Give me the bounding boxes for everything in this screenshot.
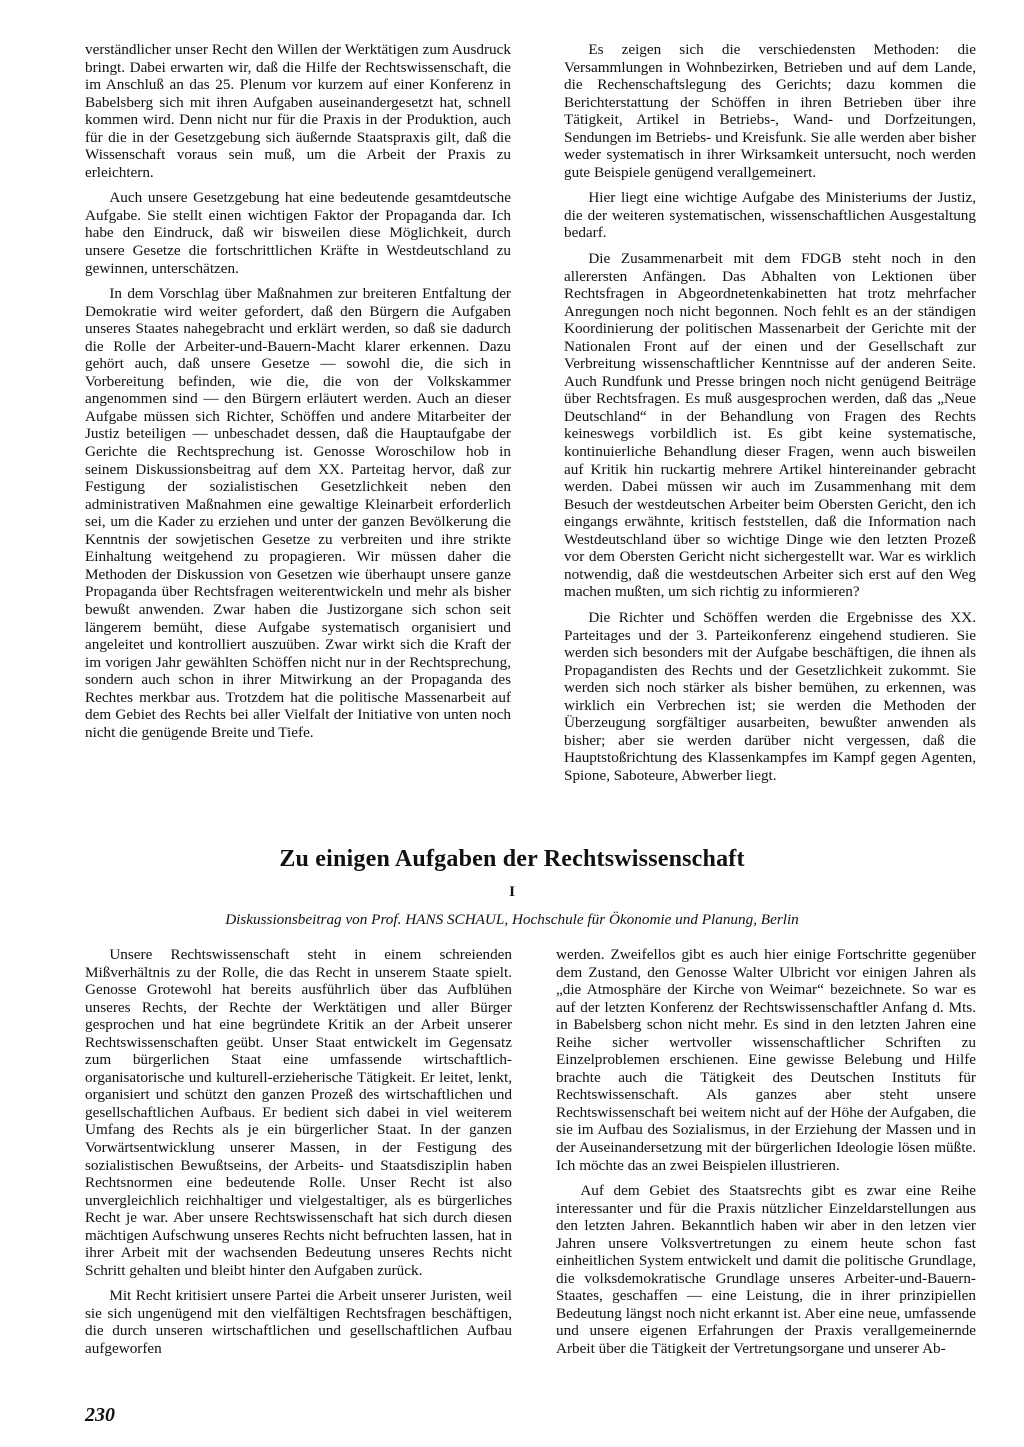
- paragraph: verständlicher unser Recht den Willen der Werktätigen zum Ausdruck bringt. Dabei erwarten wir, daß die Hilfe der Rechtswissenschaft, die im Anschluß an das 25. Plenum vor kurzem auf einer Konferenz in Babelsberg sich mit ihren Aufgaben auseinandergesetzt hat, schnell kommen wird. Denn nicht nur für die Praxis in der Produktion, auch für die in der Gesetzgebung sich äußernde Staatspraxis gilt, daß die Wissenschaft voraus sein muß, um die Arbeit der Praxis zu erleichtern.: [85, 41, 511, 181]
- byline: Diskussionsbeitrag von Prof. HANS SCHAUL, Hochschule für Ökonomie und Planung, Berlin: [225, 911, 799, 928]
- article-title: Zu einigen Aufgaben der Rechtswissenschaft: [279, 846, 745, 872]
- paragraph: In dem Vorschlag über Maßnahmen zur breiteren Entfaltung der Demokratie wird weiter gefordert, daß den Bürgern die Aufgaben unseres Staates nahegebracht und erklärt werden, so daß sie dadurch die Rolle der Arbeiter-und-Bauern-Macht klarer erkennen. Dazu gehört auch, daß unsere Gesetze — sowohl die, die sich in Vorbereitung befinden, wie die, die von der Volkskammer angenommen sind — den Bürgern erläutert werden. Auch an dieser Aufgabe müssen sich Richter, Schöffen und andere Mitarbeiter der Justiz beteiligen — unbeschadet dessen, daß die Hauptaufgabe der Gerichte die Rechtsprechung ist. Genosse Woroschilow hob in seinem Diskussionsbeitrag auf dem XX. Parteitag hervor, daß zur Festigung der sozialistischen Gesetzlichkeit neben den administrativen Maßnahmen eine gewaltige Kleinarbeit erforderlich sei, um die Kader zu erziehen und unter der ganzen Bevölkerung die Kenntnis der sowjetischen Gesetze zu verbreiten und ihre strikte Einhaltung weitgehend zu propagieren. Wir müssen daher die Methoden der Diskussion von Gesetzen wie überhaupt unsere ganze Propaganda über Rechtsfragen weiterentwickeln und mehr als bisher bewußt anwenden. Zwar haben die Justizorgane sich schon seit längerem bemüht, diese Aufgabe systematisch organisiert und angeleitet und kontrolliert auszuüben. Zwar wirkt sich die Kraft der im vorigen Jahr gewählten Schöffen nicht nur in der Rechtsprechung, sondern auch schon in ihrer Mitwirkung an der Propaganda des Rechtes merkbar aus. Trotzdem hat die politische Massenarbeit auf dem Gebiet des Rechts bei aller Vielfalt der Initiative von unten noch nicht die genügende Breite und Tiefe.: [85, 285, 511, 741]
- paragraph: Hier liegt eine wichtige Aufgabe des Ministeriums der Justiz, die der weiteren systematischen, wissenschaftlichen Ausgestaltung bedarf.: [564, 189, 976, 242]
- paragraph: Auf dem Gebiet des Staatsrechts gibt es zwar eine Reihe interessanter und für die Praxis nützlicher Einzeldarstellungen aus den letzten Jahren. Bekanntlich haben wir aber in den letzen vier Jahren unsere Volksvertretungen zu einem heute schon fast einheitlichen System entwickelt und damit die politische Grundlage, die volksdemokratische Grundlage unseres Arbeiter-und-Bauern-Staates, geschaffen — eine Leistung, die in ihrer prinzipiellen Bedeutung längst noch nicht erkannt ist. Aber eine neue, umfassende und unsere eigenen Erfahrungen der Praxis verallgemeinernde Arbeit über die Tätigkeit der Vertretungsorgane und unserer Ab-: [556, 1182, 976, 1358]
- column-top-left: [85, 41, 511, 741]
- column-bottom-left: [85, 946, 512, 1358]
- paragraph: werden. Zweifellos gibt es auch hier einige Fortschritte gegenüber dem Zustand, den Genosse Walter Ulbricht vor einigen Jahren als „die Atmosphäre der Kirche von Weimar“ bezeichnete. So war es auf der letzten Konferenz der Rechtswissenschaftler Anfang d. Mts. in Babelsberg schon nicht mehr. Es sind in den letzten Jahren eine Reihe sicher wertvoller wissenschaftlicher Schriften zu Einzelproblemen erschienen. Eine gewisse Belebung und Hilfe brachte auch die Tätigkeit des Deutschen Instituts für Rechtswissenschaft. Als ganzes aber steht unsere Rechtswissenschaft bei weitem nicht auf der Höhe der Aufgaben, die sie im Aufbau des Sozialismus, in der Erziehung der Massen und in der Auseinandersetzung mit der bürgerlichen Ideologie lösen müßte. Ich möchte das an zwei Beispielen illustrieren.: [556, 946, 976, 1174]
- page-number: 230: [85, 1404, 115, 1426]
- column-top-right: [564, 41, 976, 784]
- paragraph: Es zeigen sich die verschiedensten Methoden: die Versammlungen in Wohnbezirken, Betrieben und auf dem Lande, die Rechenschaftslegung des Gerichts; dazu kommen die Berichterstattung der Schöffen in ihren Betrieben über ihre Tätigkeit, Artikel in Betriebs-, Wand- und Dorfzeitungen, Sendungen im Betriebs- und Kreisfunk. Sie alle werden aber bisher weder systematisch in ihrer Wirksamkeit untersucht, noch werden gute Beispiele genügend verallgemeinert.: [564, 41, 976, 181]
- paragraph: Die Zusammenarbeit mit dem FDGB steht noch in den allerersten Anfängen. Das Abhalten von Lektionen über Rechtsfragen in Abgeordnetenkabinetten hat trotz mehrfacher Anregungen noch nicht begonnen. Noch fehlt es an der ständigen Koordinierung der politischen Massenarbeit der Gerichte mit der Nationalen Front auf der einen und der Gesellschaft zur Verbreitung wissenschaftlicher Kenntnisse auf der anderen Seite. Auch Rundfunk und Presse bringen noch nicht genügend Beiträge über Rechtsfragen. Es muß ausgesprochen werden, daß das „Neue Deutschland“ in der Behandlung von Fragen des Rechts keineswegs vorbildlich ist. Es gibt keine systematische, kontinuierliche Behandlung dieser Fragen, wenn auch bisweilen auf Kritik hin ruckartig mehrere Artikel hintereinander gebracht werden. Dabei müssen wir auch im Zusammenhang mit dem Besuch der westdeutschen Arbeiter beim Obersten Gericht, den ich eingangs erwähnte, kritisch feststellen, daß die Information nach Westdeutschland über so wichtige Dinge wie den letzten Prozeß vor dem Obersten Gericht nicht sichergestellt war. War es wirklich notwendig, daß die westdeutschen Arbeiter sich erst auf den Weg machen mußten, um sich richtig zu informieren?: [564, 250, 976, 601]
- paragraph: Auch unsere Gesetzgebung hat eine bedeutende gesamtdeutsche Aufgabe. Sie stellt einen wichtigen Faktor der Propaganda dar. Ich habe den Eindruck, daß wir bisweilen diese Möglichkeit, durch unsere Gesetze die fortschrittlichen Kräfte in Westdeutschland zu gewinnen, unterschätzen.: [85, 189, 511, 277]
- paragraph: Unsere Rechtswissenschaft steht in einem schreienden Mißverhältnis zu der Rolle, die das Recht in unserem Staate spielt. Genosse Grotewohl hat bereits ausführlich über das Aufblühen unseres Rechts, der Rechte der Werktätigen und aller Bürger gesprochen und hat eine begründete Kritik an der Arbeit unserer Rechtswissenschaften geübt. Unser Staat entwickelt im Gegensatz zum bürgerlichen Staat eine umfassende wirtschaftlich-organisatorische und kulturell-erzieherische Tätigkeit. Er leitet, lenkt, organisiert und schützt den ganzen Prozeß des wirtschaftlichen und gesellschaftlichen Aufbaus. Er bedient sich dabei in viel weiterem Umfang des Rechts als je ein bürgerlicher Staat. In der ganzen Vorwärtsentwicklung unserer Massen, in der Festigung des sozialistischen Bewußtseins, der Arbeits- und Staatsdisziplin haben Rechtsnormen eine bedeutende Rolle. Unser Recht ist also unvergleichlich reichhaltiger und vielgestaltiger, als es bürgerliches Recht je war. Aber unsere Rechtswissenschaft hat sich durch diesen mächtigen Aufschwung unseres Rechts nicht befruchten lassen, hat in ihrer Arbeit mit der wachsenden Bedeutung unseres Rechts nicht Schritt gehalten und bleibt hinter den Aufgaben zurück.: [85, 946, 512, 1279]
- paragraph: Die Richter und Schöffen werden die Ergebnisse des XX. Parteitages und der 3. Parteikonferenz eingehend studieren. Sie werden sich besonders mit der Aufgabe beschäftigen, die ihnen als Propagandisten des Rechts und der Gesetzlichkeit zukommt. Sie werden sich noch stärker als bisher bemühen, zu erkennen, was wirklich ein Verbrechen ist; sie werden die Methoden der Überzeugung sorgfältiger ausarbeiten, bewußter anwenden als bisher; aber sie werden darüber nicht vergessen, daß die Hauptstoßrichtung des Klassenkampfes im Kampf gegen Agenten, Spione, Saboteure, Abwerber liegt.: [564, 608, 976, 784]
- paragraph: Mit Recht kritisiert unsere Partei die Arbeit unserer Juristen, weil sie sich ungenügend mit den vielfältigen Rechtsfragen beschäftigen, die durch unseren wirtschaftlichen und gesellschaftlichen Aufbau aufgeworfen: [85, 1287, 512, 1358]
- section-number: I: [509, 884, 515, 900]
- column-bottom-right: [556, 946, 976, 1358]
